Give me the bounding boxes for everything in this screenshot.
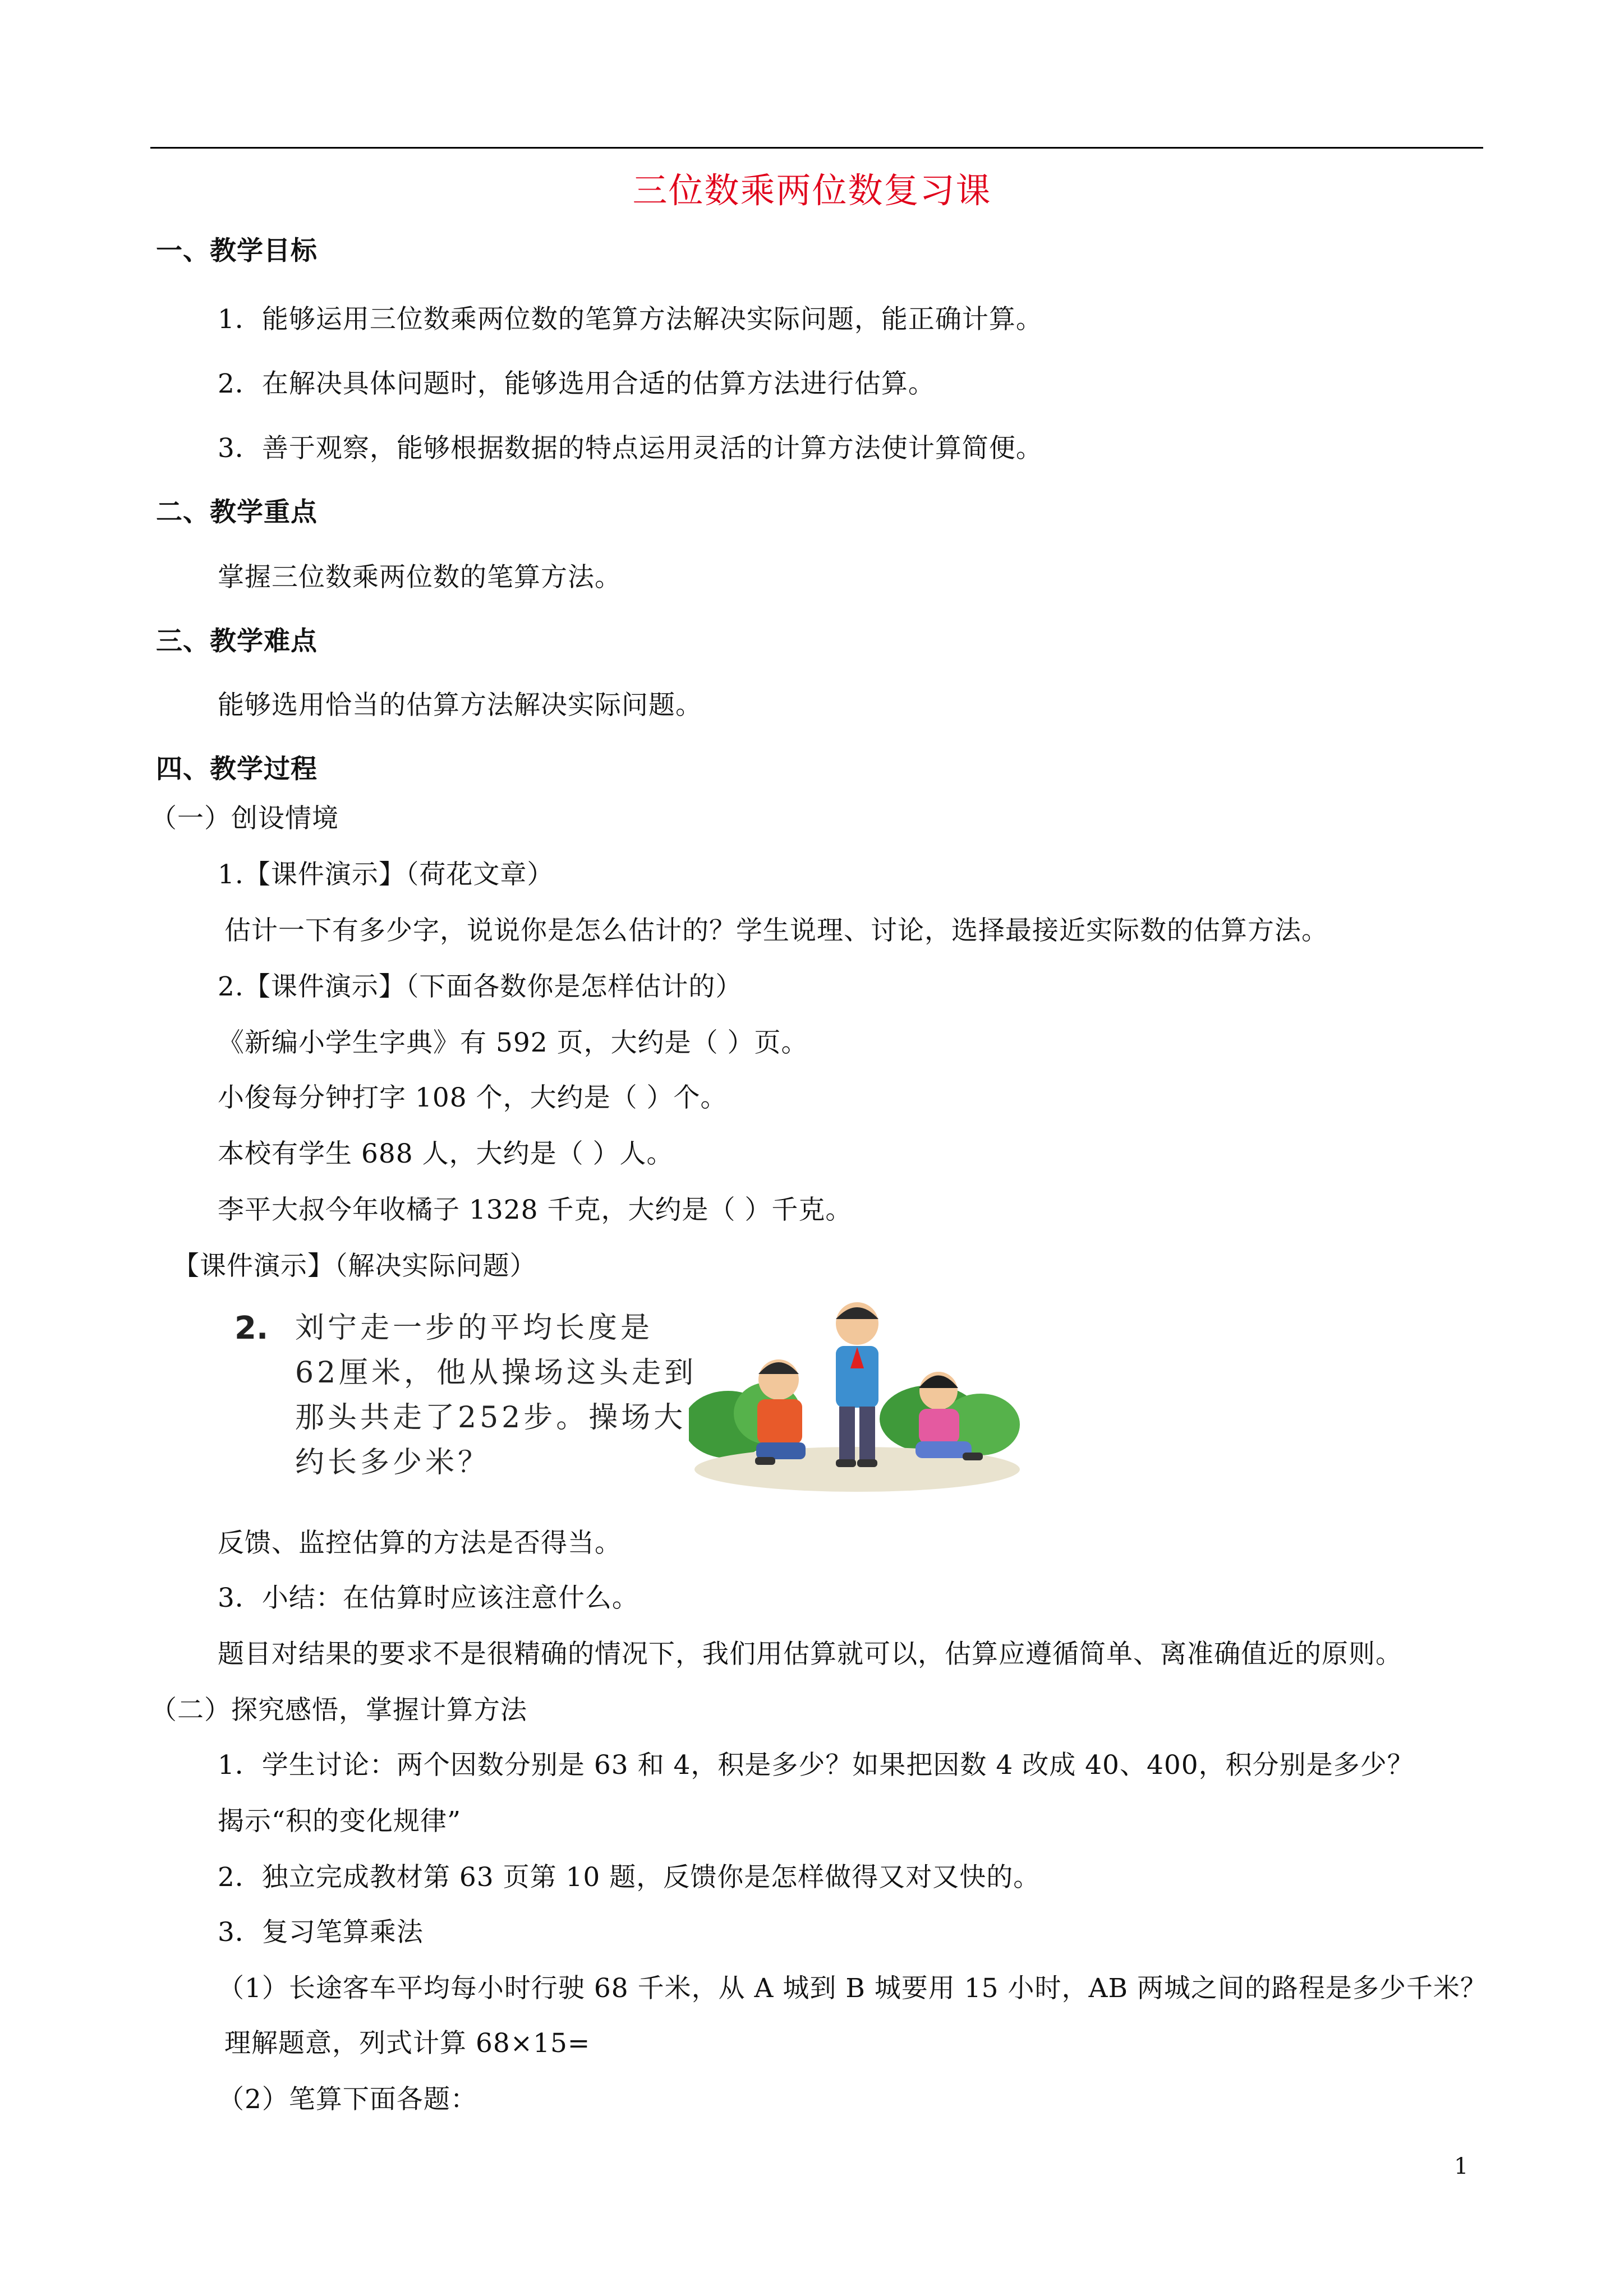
section-heading-goals: 一、教学目标	[156, 236, 318, 266]
process-paragraph: 2．独立完成教材第 63 页第 10 题，反馈你是怎样做得又对又快的。	[218, 1862, 1041, 1893]
section-heading-process: 四、教学过程	[156, 754, 318, 785]
process-paragraph: （2）笔算下面各题：	[218, 2084, 477, 2115]
process-paragraph: 3．复习笔算乘法	[218, 1917, 424, 1948]
process-paragraph: 3．小结：在估算时应该注意什么。	[218, 1583, 639, 1613]
problem-line: 62厘米，他从操场这头走到	[295, 1356, 697, 1390]
problem-number: 2.	[234, 1310, 269, 1347]
process-paragraph: （1）长途客车平均每小时行驶 68 千米，从 A 城到 B 城要用 15 小时，AB 两城之间的路程是多少千米？	[218, 1973, 1487, 2004]
page-number: 1	[1454, 2154, 1469, 2179]
process-paragraph: 反馈、监控估算的方法是否得当。	[218, 1528, 622, 1559]
problem-line: 刘宁走一步的平均长度是	[295, 1311, 654, 1345]
children-illustration	[689, 1284, 1020, 1497]
process-paragraph: 【课件演示】（解决实际问题）	[173, 1251, 537, 1281]
process-paragraph: 估计一下有多少字，说说你是怎么估计的？学生说理、讨论，选择最接近实际数的估算方法。	[224, 915, 1328, 946]
difficulties-text: 能够选用恰当的估算方法解决实际问题。	[218, 690, 702, 721]
document-title: 三位数乘两位数复习课	[632, 170, 992, 211]
section-heading-key-points: 二、教学重点	[156, 497, 318, 528]
process-paragraph: 揭示“积的变化规律”	[218, 1806, 462, 1837]
process-paragraph: 题目对结果的要求不是很精确的情况下，我们用估算就可以，估算应遵循简单、离准确值近的原则。	[218, 1639, 1402, 1670]
section-heading-difficulties: 三、教学难点	[156, 626, 318, 657]
process-paragraph: 2.【课件演示】（下面各数你是怎样估计的）	[218, 971, 743, 1002]
part1-title: （一）创设情境	[150, 803, 339, 834]
goal-item-1: 1．能够运用三位数乘两位数的笔算方法解决实际问题，能正确计算。	[218, 304, 1043, 335]
part2-title: （二）探究感悟，掌握计算方法	[150, 1695, 527, 1726]
estimate-item-2: 小俊每分钟打字 108 个，大约是（ ）个。	[218, 1082, 728, 1113]
problem-line: 那头共走了252步。操场大	[295, 1401, 687, 1435]
process-paragraph: 1.【课件演示】（荷花文章）	[218, 859, 554, 890]
problem-image	[229, 1301, 697, 1495]
estimate-item-1: 《新编小学生字典》有 592 页，大约是（ ）页。	[218, 1027, 808, 1058]
header-rule	[150, 147, 1483, 149]
problem-line: 约长多少米？	[295, 1446, 491, 1479]
process-paragraph: 1．学生讨论：两个因数分别是 63 和 4，积是多少？如果把因数 4 改成 40、400，积分别是多少？	[218, 1750, 1414, 1781]
process-paragraph: 理解题意，列式计算 68×15=	[224, 2028, 591, 2059]
goal-item-3: 3．善于观察，能够根据数据的特点运用灵活的计算方法使计算简便。	[218, 433, 1043, 464]
goal-item-2: 2．在解决具体问题时，能够选用合适的估算方法进行估算。	[218, 368, 935, 399]
estimate-item-3: 本校有学生 688 人，大约是（ ）人。	[218, 1138, 674, 1169]
key-points-text: 掌握三位数乘两位数的笔算方法。	[218, 562, 622, 593]
estimate-item-4: 李平大叔今年收橘子 1328 千克，大约是（ ）千克。	[218, 1195, 853, 1225]
